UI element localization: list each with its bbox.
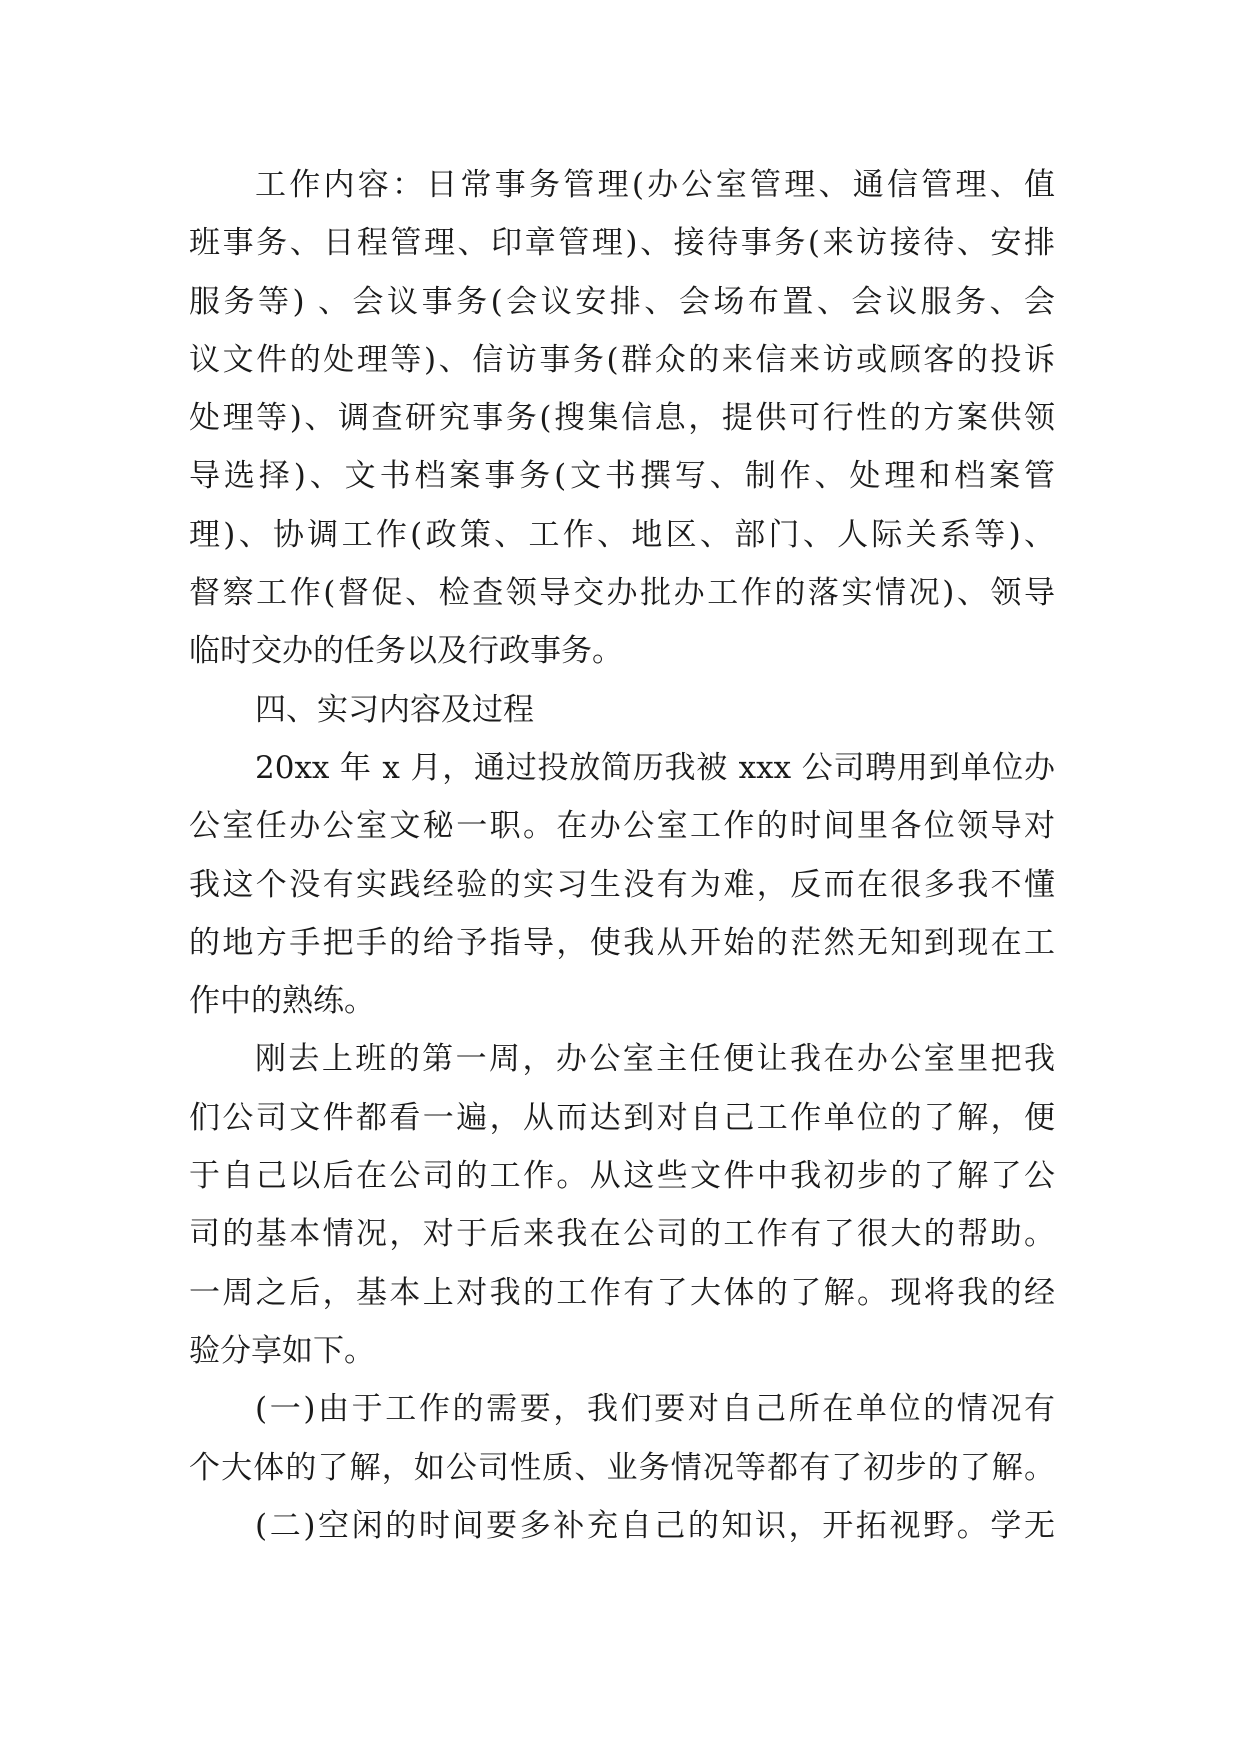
text-line: 工作内容：日常事务管理(办公室管理、通信管理、值	[255, 167, 1055, 203]
heading-line: 四、实习内容及过程	[255, 691, 534, 728]
text-line: (一)由于工作的需要，我们要对自己所在单位的情况有	[255, 1391, 1055, 1428]
text-line: 临时交办的任务以及行政事务。	[189, 633, 623, 670]
document-body	[189, 156, 1055, 1555]
text-line: 班事务、日程管理、印章管理)、接待事务(来访接待、安排	[189, 225, 1055, 262]
text-line: 理)、协调工作(政策、工作、地区、部门、人际关系等)、	[189, 516, 1055, 553]
text-line: 个大体的了解，如公司性质、业务情况等都有了初步的了解。	[189, 1449, 1055, 1486]
text-line: 我这个没有实践经验的实习生没有为难，反而在很多我不懂	[189, 866, 1055, 903]
text-line: 一周之后，基本上对我的工作有了大体的了解。现将我的经	[189, 1274, 1055, 1311]
text-line: 督察工作(督促、检查领导交办批办工作的落实情况)、领导	[189, 575, 1055, 612]
section-heading	[189, 681, 1055, 739]
text-line: 公室任办公室文秘一职。在办公室工作的时间里各位领导对	[189, 808, 1055, 845]
text-line: 们公司文件都看一遍，从而达到对自己工作单位的了解，便	[189, 1099, 1055, 1136]
paragraph-internship-start	[189, 739, 1055, 1030]
text-line: 的地方手把手的给予指导，使我从开始的茫然无知到现在工	[189, 924, 1055, 961]
text-line: 服务等) 、会议事务(会议安排、会场布置、会议服务、会	[189, 283, 1055, 320]
text-line: 20xx 年 x 月，通过投放简历我被 xxx 公司聘用到单位办	[255, 749, 1055, 786]
paragraph-work-content	[189, 156, 1055, 681]
text-line: 司的基本情况，对于后来我在公司的工作有了很大的帮助。	[189, 1216, 1055, 1253]
text-line: 导选择)、文书档案事务(文书撰写、制作、处理和档案管	[189, 458, 1055, 495]
text-line: 于自己以后在公司的工作。从这些文件中我初步的了解了公	[189, 1158, 1055, 1195]
paragraph-first-week	[189, 1030, 1055, 1380]
text-line: 刚去上班的第一周，办公室主任便让我在办公室里把我	[255, 1041, 1055, 1078]
text-line: (二)空闲的时间要多补充自己的知识，开拓视野。学无	[255, 1507, 1055, 1544]
text-line: 处理等)、调查研究事务(搜集信息，提供可行性的方案供领	[189, 400, 1055, 437]
paragraph-point-two	[189, 1497, 1055, 1555]
text-line: 议文件的处理等)、信访事务(群众的来信来访或顾客的投诉	[189, 341, 1055, 378]
text-line: 验分享如下。	[189, 1332, 375, 1369]
paragraph-point-one	[189, 1380, 1055, 1497]
text-line: 作中的熟练。	[189, 983, 375, 1020]
